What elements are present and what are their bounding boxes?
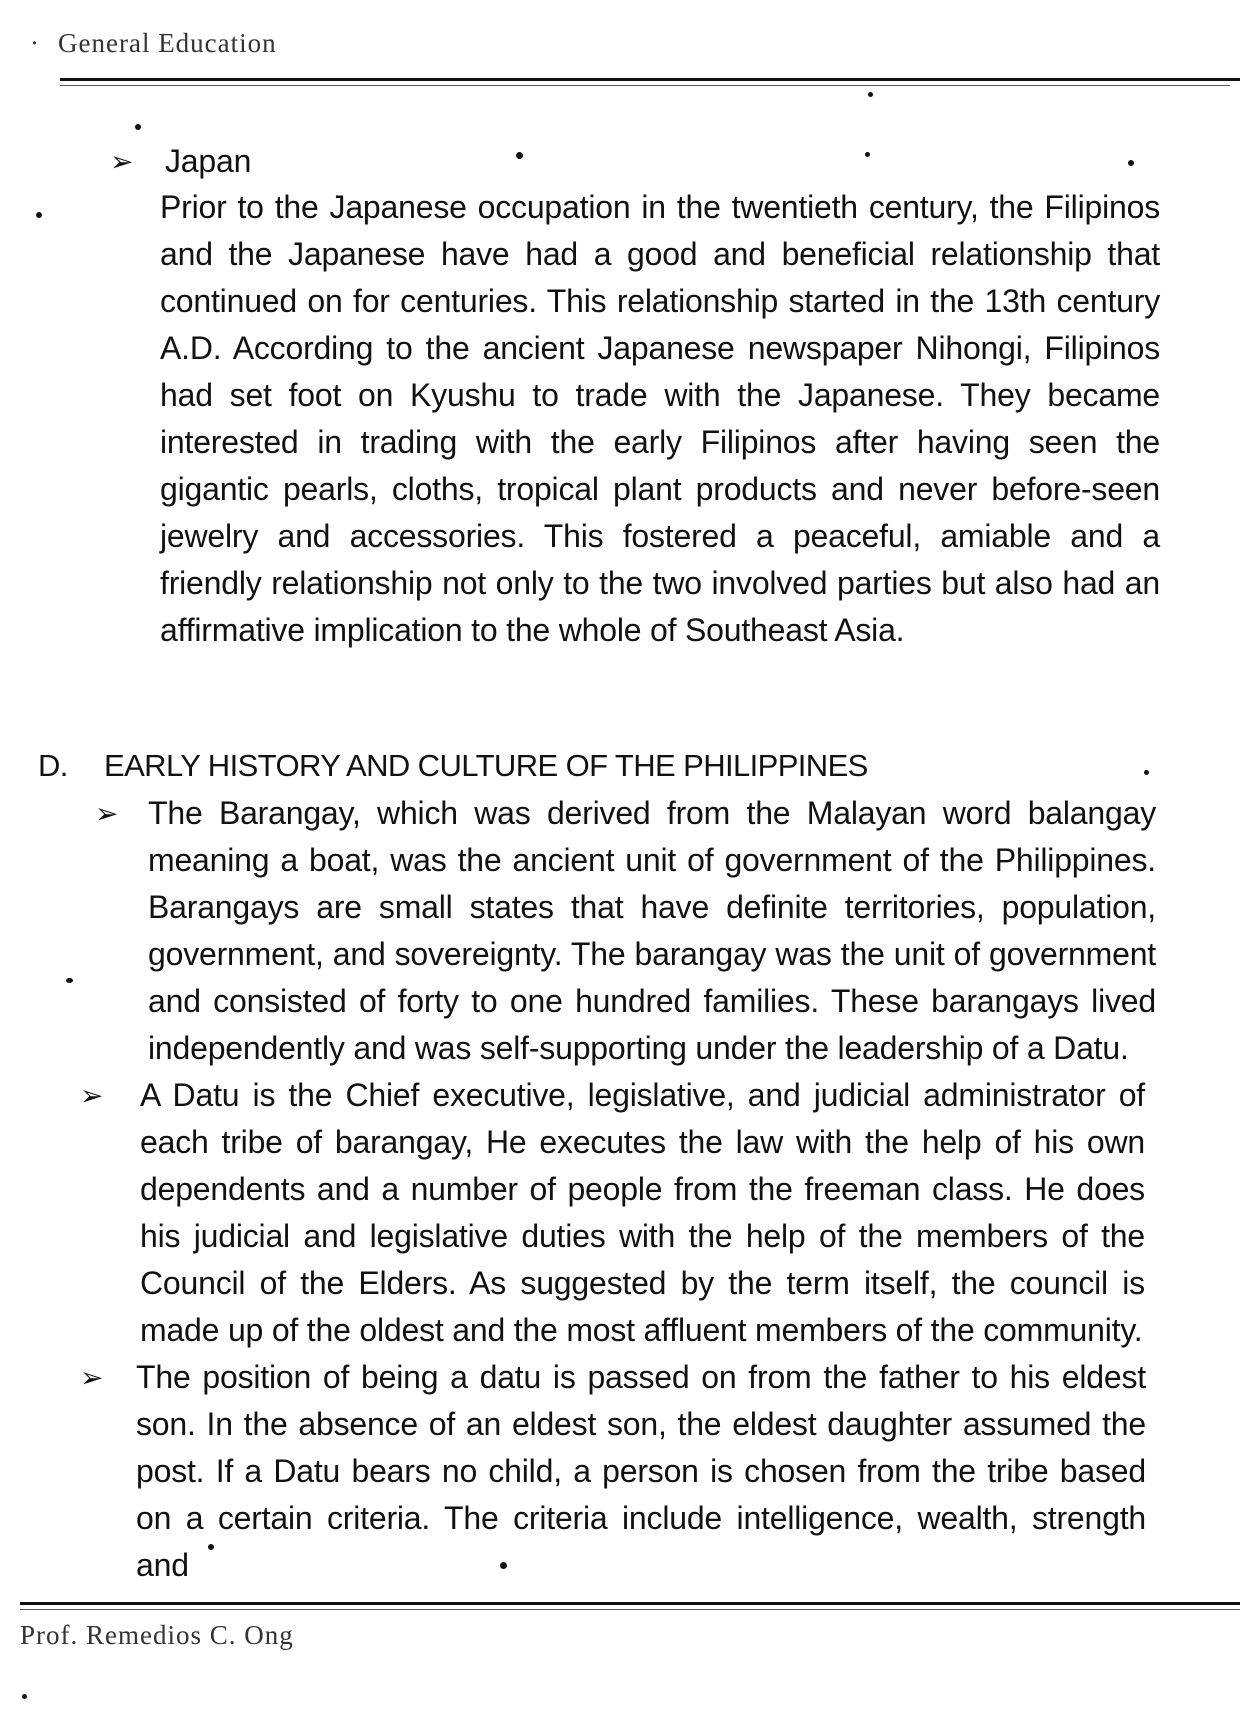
scan-speck [208,1544,214,1550]
footer-rule [20,1602,1240,1605]
scan-speck [868,92,873,97]
header-rule [60,78,1240,81]
scan-speck [1128,160,1134,166]
list-item-barangay: The Barangay, which was derived from the Malayan word balangay meaning a boat, was the ancient unit of government of the Philippines. Barangays are small states that have definite territories, population, government, and sovereignty. The barangay was the unit of government and consisted of forty to one hundred families. These barangays lived independently and was self-supporting under the leadership of a Datu. [148,795,1156,1066]
arrow-bullet-icon: ➢ [80,1362,104,1393]
scan-speck [36,212,42,218]
list-item-succession: The position of being a datu is passed on from the father to his eldest son. In the absence of an eldest son, the eldest daughter assumed the post. If a Datu bears no child, a person is chosen from the tribe based on a certain criteria. The criteria include intelligence, wealth, strength and [136,1359,1146,1583]
header-bullet: · [30,28,40,58]
header-rule-thin [60,85,1230,86]
japan-title: Japan [165,143,252,179]
section-heading [38,742,868,789]
scan-speck [1144,770,1149,775]
list-item-datu: A Datu is the Chief executive, legislative, and judicial administrator of each tribe of barangay, He executes the law with the help of his own dependents and a number of people from the freeman class. He does his judicial and legislative duties with the help of the members of the Council of the Elders. As suggested by the term itself, the council is made up of the oldest and the most affluent members of the community. [140,1077,1145,1348]
scan-speck [500,1562,507,1569]
arrow-bullet-icon: ➢ [80,1080,104,1111]
header-title: General Education [58,28,277,58]
scan-speck [22,1694,27,1699]
section-title: EARLY HISTORY AND CULTURE OF THE PHILIPPINES [104,748,868,783]
scan-speck [516,152,523,159]
footer-rule-thin [20,1609,1240,1610]
section-letter: D. [38,748,68,783]
arrow-bullet-icon: ➢ [95,798,119,829]
scan-speck [865,152,870,157]
japan-paragraph: Prior to the Japanese occupation in the twentieth century, the Filipinos and the Japanese have had a good and beneficial relationship that continued on for centuries. This relationship started in the 13th century A.D. According to the ancient Japanese newspaper Nihongi, Filipinos had set foot on Kyushu to trade with the Japanese. They became interested in trading with the early Filipinos after having seen the gigantic pearls, cloths, tropical plant products and never before-seen jewelry and accessories. This fostered a peaceful, amiable and a friendly relationship not only to the two involved parties but also had an affirmative implication to the whole of Southeast Asia. [160,189,1160,648]
scan-speck [66,978,73,983]
page-header [30,28,1230,59]
scan-speck [135,124,141,130]
page-footer: Prof. Remedios C. Ong [20,1620,294,1650]
arrow-bullet-icon: ➢ [110,146,134,177]
